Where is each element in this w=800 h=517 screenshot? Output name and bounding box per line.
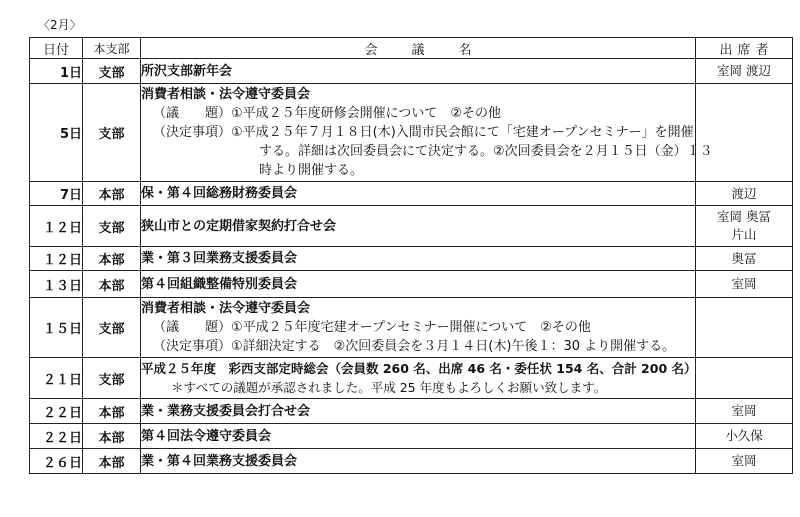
table-row xyxy=(30,298,793,358)
table-row xyxy=(30,358,793,399)
meeting-title: 第４回組織整備特別委員会 xyxy=(141,276,298,292)
table-row xyxy=(30,206,793,247)
meeting-cell xyxy=(141,59,696,84)
date-cell: １５日 xyxy=(30,298,83,358)
attendee-name: 室岡 渡辺 xyxy=(717,63,771,78)
branch-cell: 本部 xyxy=(83,247,141,271)
meeting-cell xyxy=(141,399,696,424)
table-row xyxy=(30,449,793,474)
meeting-detail: （議 題）①平成２５年度研修会開催について ②その他 xyxy=(153,106,502,121)
meeting-cell xyxy=(141,206,696,247)
branch-cell: 支部 xyxy=(83,358,141,399)
branch-cell: 本部 xyxy=(83,424,141,449)
branch-cell: 支部 xyxy=(83,298,141,358)
attendee-name: 室岡 xyxy=(731,453,757,468)
table-row xyxy=(30,59,793,84)
attendees-cell xyxy=(696,424,793,449)
date-cell: １２日 xyxy=(30,247,83,271)
header-row xyxy=(30,38,793,59)
date-cell: 7日 xyxy=(30,182,83,206)
meeting-cell xyxy=(141,182,696,206)
attendees-cell xyxy=(696,182,793,206)
attendees-cell xyxy=(696,298,793,358)
meeting-detail: する。詳細は次回委員会にて決定する。②次回委員会を２月１５日（金）１３ xyxy=(259,144,713,159)
table-row xyxy=(30,84,793,182)
schedule-table xyxy=(29,37,793,474)
branch-cell: 支部 xyxy=(83,84,141,182)
branch-cell: 本部 xyxy=(83,182,141,206)
date-cell: ２２日 xyxy=(30,399,83,424)
attendees-cell xyxy=(696,358,793,399)
attendees-cell xyxy=(696,449,793,474)
date-cell: ２１日 xyxy=(30,358,83,399)
meeting-detail: （議 題）①平成２５年度宅建オープンセミナー開催について ②その他 xyxy=(153,320,591,335)
meeting-detail: （決定事項）①詳細決定する ②次回委員会を３月１４日(木)午後１：30 より開催する。 xyxy=(153,339,676,354)
table-row xyxy=(30,271,793,298)
meeting-cell xyxy=(141,358,696,399)
date-cell: 5日 xyxy=(30,84,83,182)
attendee-name: 片山 xyxy=(731,227,757,242)
header-attendees: 出席者 xyxy=(696,38,793,59)
table-row xyxy=(30,182,793,206)
attendees-cell xyxy=(696,399,793,424)
branch-cell: 本部 xyxy=(83,449,141,474)
attendee-name: 室岡 奥冨 xyxy=(717,209,771,224)
meeting-title: 保・第４回総務財務委員会 xyxy=(141,186,298,201)
meeting-title: 第４回法令遵守委員会 xyxy=(141,428,272,444)
table-row xyxy=(30,247,793,271)
meeting-detail: ＊すべての議題が承認されました。平成 25 年度もよろしくお願い致します。 xyxy=(171,380,607,395)
meeting-title: 平成２５年度 彩西支部定時総会（会員数 260 名、出席 46 名・委任状 154 名、合計 200 名） xyxy=(141,361,697,376)
meeting-title: 業・業務支援委員会打合せ会 xyxy=(141,403,311,419)
date-cell: 1日 xyxy=(30,59,83,84)
header-meeting: 会議名 xyxy=(141,38,696,59)
header-date: 日付 xyxy=(30,38,83,59)
meeting-cell xyxy=(141,84,713,182)
branch-cell: 支部 xyxy=(83,59,141,84)
date-cell: ２２日 xyxy=(30,424,83,449)
meeting-detail: 時より開催する。 xyxy=(259,163,364,178)
attendees-cell xyxy=(696,206,793,247)
meeting-title: 消費者相談・法令遵守委員会 xyxy=(141,301,311,316)
attendee-name: 奥冨 xyxy=(731,250,757,266)
attendees-cell xyxy=(696,247,793,271)
attendee-name: 渡辺 xyxy=(731,185,757,201)
date-cell: １３日 xyxy=(30,271,83,298)
table-row xyxy=(30,399,793,424)
meeting-title: 業・第３回業務支援委員会 xyxy=(141,251,298,266)
attendees-cell xyxy=(696,271,793,298)
meeting-cell xyxy=(141,247,696,271)
attendee-name: 室岡 xyxy=(731,403,757,418)
meeting-title: 狭山市との定期借家契約打合せ会 xyxy=(141,218,337,234)
branch-cell: 支部 xyxy=(83,206,141,247)
branch-cell: 本部 xyxy=(83,399,141,424)
meeting-cell xyxy=(141,424,696,449)
meeting-cell xyxy=(141,271,696,298)
meeting-cell xyxy=(141,449,696,474)
meeting-cell xyxy=(141,298,696,358)
meeting-detail: （決定事項）①平成２５年７月１８日(木)入間市民会館にて「宅建オープンセミナー」を開催 xyxy=(153,125,694,140)
meeting-title: 業・第４回業務支援委員会 xyxy=(141,453,298,469)
date-cell: ２６日 xyxy=(30,449,83,474)
attendee-name: 小久保 xyxy=(725,428,763,443)
attendee-name: 室岡 xyxy=(731,276,757,291)
table-row xyxy=(30,424,793,449)
branch-cell: 本部 xyxy=(83,271,141,298)
date-cell: １２日 xyxy=(30,206,83,247)
attendees-cell xyxy=(696,59,793,84)
month-label: 〈2月〉 xyxy=(38,18,82,32)
attendees-cell xyxy=(696,84,793,182)
meeting-title: 消費者相談・法令遵守委員会 xyxy=(141,87,311,102)
header-branch: 本支部 xyxy=(83,38,141,59)
meeting-title: 所沢支部新年会 xyxy=(141,63,233,79)
